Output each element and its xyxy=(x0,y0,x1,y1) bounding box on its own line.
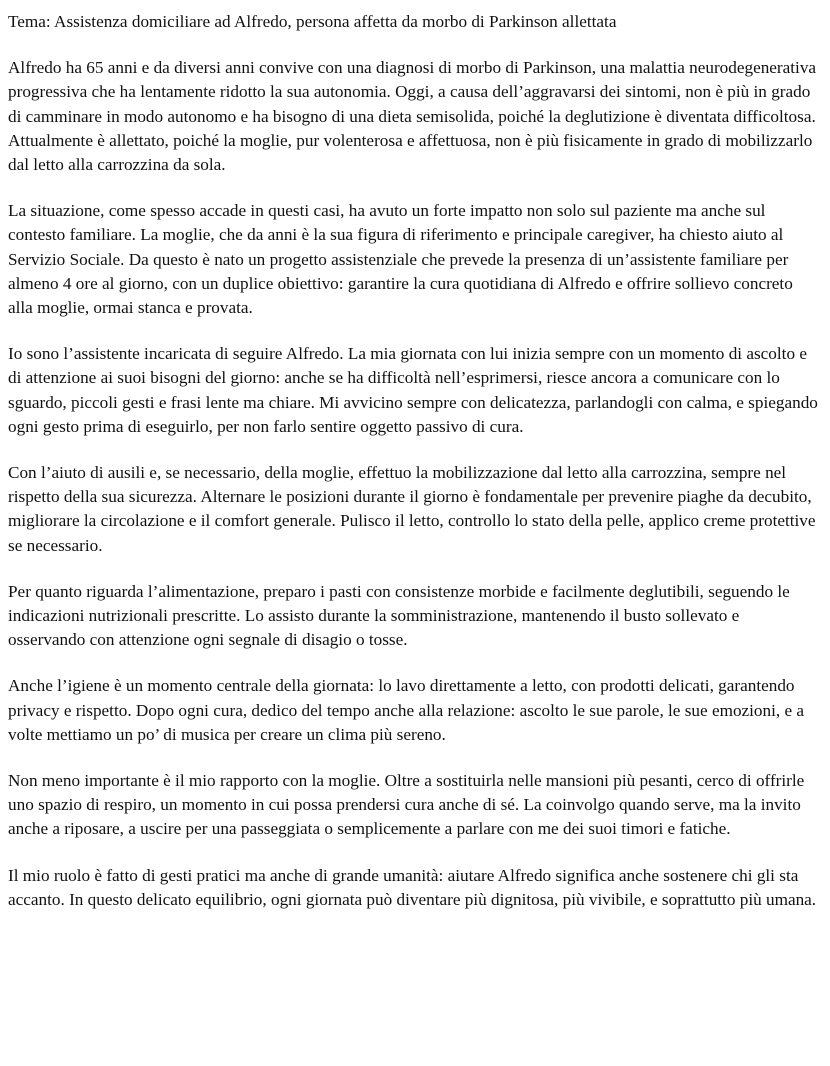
paragraph-wife-relationship: Non meno importante è il mio rapporto con la moglie. Oltre a sostituirla nelle mansioni più pesanti, cerco di offrirle uno spazio di respiro, un momento in cui possa prendersi cura anche di sé. La coinvolgo quando serve, ma la invito anche a riposare, a uscire per una passeggiata o semplicemente a parlare con me dei suoi timori e fatiche. xyxy=(8,771,805,839)
paragraph-family-context: La situazione, come spesso accade in questi casi, ha avuto un forte impatto non solo sul paziente ma anche sul contesto familiare. La moglie, che da anni è la sua figura di riferimento e principale caregiver, ha chiesto aiuto al Servizio Sociale. Da questo è nato un progetto assistenziale che prevede la presenza di un’assistente familiare per almeno 4 ore al giorno, con un duplice obiettivo: garantire la cura quotidiana di Alfredo e offrire sollievo concreto alla moglie, ormai stanca e provata. xyxy=(8,201,793,318)
paragraph-hygiene: Anche l’igiene è un momento centrale della giornata: lo lavo direttamente a letto, con prodotti delicati, garantendo privacy e rispetto. Dopo ogni cura, dedico del tempo anche alla relazione: ascolto le sue parole, le sue emozioni, e a volte mettiamo un po’ di musica per creare un clima più sereno. xyxy=(8,676,805,744)
paragraph-mobilization: Con l’aiuto di ausili e, se necessario, della moglie, effettuo la mobilizzazione dal letto alla carrozzina, sempre nel rispetto della sua sicurezza. Alternare le posizioni durante il giorno è fondamentale per prevenire piaghe da decubito, migliorare la circolazione e il comfort generale. Pulisco il letto, controllo lo stato della pelle, applico creme protettive se necessario. xyxy=(8,463,816,555)
document-body xyxy=(8,10,818,912)
document-title: Tema: Assistenza domiciliare ad Alfredo, persona affetta da morbo di Parkinson allettata xyxy=(8,12,617,31)
paragraph-conclusion: Il mio ruolo è fatto di gesti pratici ma anche di grande umanità: aiutare Alfredo significa anche sostenere chi gli sta accanto. In questo delicato equilibrio, ogni giornata può diventare più dignitosa, più vivibile, e soprattutto più umana. xyxy=(8,865,817,909)
paragraph-assistant-role: Io sono l’assistente incaricata di seguire Alfredo. La mia giornata con lui inizia sempre con un momento di ascolto e di attenzione ai suoi bisogni del giorno: anche se ha difficoltà nell’esprimersi, riesce ancora a comunicare con lo sguardo, piccoli gesti e frasi lente ma chiare. Mi avvicino sempre con delicatezza, parlandogli con calma, e spiegando ogni gesto prima di eseguirlo, per non farlo sentire oggetto passivo di cura. xyxy=(8,344,818,436)
paragraph-diagnosis: Alfredo ha 65 anni e da diversi anni convive con una diagnosi di morbo di Parkinson, una malattia neurodegenerativa progressiva che ha lentamente ridotto la sua autonomia. Oggi, a causa dell’aggravarsi dei sintomi, non è più in grado di camminare in modo autonomo e ha bisogno di una dieta semisolida, poiché la deglutizione è diventata difficoltosa. Attualmente è allettato, poiché la moglie, pur volenterosa e affettuosa, non è più fisicamente in grado di mobilizzarlo dal letto alla carrozzina da sola. xyxy=(8,58,817,175)
paragraph-nutrition: Per quanto riguarda l’alimentazione, preparo i pasti con consistenze morbide e facilmente deglutibili, seguendo le indicazioni nutrizionali prescritte. Lo assisto durante la somministrazione, mantenendo il busto sollevato e osservando con attenzione ogni segnale di disagio o tosse. xyxy=(8,581,790,650)
